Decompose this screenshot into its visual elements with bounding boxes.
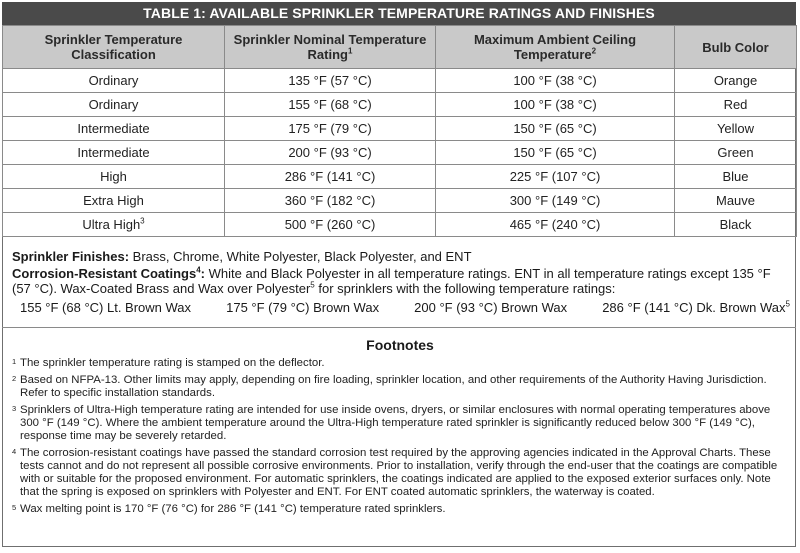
footnote-text: Wax melting point is 170 °F (76 °C) for 286 °F (141 °C) temperature rated sprinklers. (20, 503, 446, 515)
finishes-label: Sprinkler Finishes: (12, 249, 130, 264)
header-nominal-rating (225, 26, 436, 69)
footnote-item (12, 447, 790, 499)
cell-max-ambient (436, 213, 675, 237)
cell-nominal-rating-text: 360 °F (182 °C) (284, 193, 376, 208)
cell-max-ambient-text: 300 °F (149 °C) (509, 193, 601, 208)
footnotes-list (12, 357, 790, 520)
cell-nominal-rating (225, 141, 436, 165)
footnote-text: Based on NFPA-13. Other limits may apply, depending on fire loading, sprinkler location, and other requirements of the Authority Having Jurisdiction. Refer to specific installation standards. (20, 374, 767, 399)
header-bulb-color (675, 26, 797, 69)
cell-bulb-color-text: Green (717, 145, 754, 160)
footnote-number: 2 (12, 374, 17, 383)
table-body (3, 69, 797, 237)
cell-nominal-rating (225, 165, 436, 189)
cell-max-ambient-text: 465 °F (240 °C) (509, 217, 601, 232)
table-row (3, 141, 797, 165)
cell-bulb-color-text: Red (723, 97, 748, 112)
wax-rating-text: 200 °F (93 °C) Brown Wax (414, 300, 568, 315)
footnote-text: The sprinkler temperature rating is stamped on the deflector. (20, 357, 325, 369)
cell-max-ambient-text: 100 °F (38 °C) (513, 97, 597, 112)
cell-max-ambient (436, 69, 675, 93)
cell-classification-text: Intermediate (77, 145, 150, 160)
cell-nominal-rating (225, 117, 436, 141)
footnote-item (12, 374, 790, 400)
cell-bulb-color (675, 165, 797, 189)
footnote-number: 4 (12, 447, 17, 456)
cell-bulb-color-text: Black (719, 217, 752, 232)
cell-classification-text: Ordinary (88, 73, 139, 88)
wax-rating-text: 175 °F (79 °C) Brown Wax (226, 300, 380, 315)
header-nominal-label: Sprinkler Nominal Temperature Rating (233, 32, 427, 62)
cell-classification-text: High (100, 169, 127, 184)
cell-classification (3, 189, 225, 213)
footnote-text: Sprinklers of Ultra-High temperature rating are intended for use inside ovens, dryers, or similar enclosures with normal operating temperatures above 300 °F (149 °C). Where the ambient temperature around the Ultra-High temperature rated sprinkler is significantly reduced below 300 °F (149 °C), response time may be severely retarded. (20, 404, 771, 442)
cell-classification (3, 69, 225, 93)
footnote-text: The corrosion-resistant coatings have passed the standard corrosion test required by the approving agencies indicated in the Approval Charts. These tests cannot and do not represent all possible corrosive environments. Prior to installation, verify through the end-user that the coatings are compatible with or suitable for the proposed environment. For automatic sprinklers, the coatings indicated are applied to the exposed exterior surfaces only. Note that the spring is exposed on sprinklers with Polyester and ENT. For ENT coated automatic sprinklers, the waterway is coated. (20, 447, 778, 498)
cell-max-ambient (436, 93, 675, 117)
cell-bulb-color-text: Orange (713, 73, 758, 88)
cell-classification (3, 117, 225, 141)
cell-max-ambient (436, 141, 675, 165)
header-classification-label: Sprinkler Temperature Classification (44, 32, 183, 62)
cell-nominal-rating (225, 189, 436, 213)
cell-bulb-color (675, 117, 797, 141)
wax-rating-item (414, 300, 567, 315)
table-title: TABLE 1: AVAILABLE SPRINKLER TEMPERATURE RATINGS AND FINISHES (2, 2, 796, 25)
finishes-section (12, 249, 792, 296)
cell-max-ambient-text: 100 °F (38 °C) (513, 73, 597, 88)
header-bulb-label: Bulb Color (702, 39, 769, 55)
footnote-ref-4: 4 (196, 265, 201, 275)
cell-classification-text: Intermediate (77, 121, 150, 136)
coatings-colon: : (200, 266, 205, 281)
cell-bulb-color (675, 141, 797, 165)
table-header-row (3, 26, 797, 69)
cell-max-ambient (436, 189, 675, 213)
cell-nominal-rating-text: 500 °F (260 °C) (284, 217, 376, 232)
cell-classification (3, 165, 225, 189)
cell-nominal-rating-text: 286 °F (141 °C) (284, 169, 376, 184)
cell-bulb-color (675, 93, 797, 117)
footnote-number: 5 (12, 503, 17, 512)
cell-bulb-color (675, 213, 797, 237)
cell-max-ambient-text: 225 °F (107 °C) (509, 169, 601, 184)
cell-classification-text: Ordinary (88, 97, 139, 112)
cell-max-ambient-text: 150 °F (65 °C) (513, 121, 597, 136)
cell-max-ambient (436, 165, 675, 189)
section-divider (2, 327, 796, 328)
cell-max-ambient-text: 150 °F (65 °C) (513, 145, 597, 160)
cell-bulb-color-text: Blue (722, 169, 749, 184)
cell-classification (3, 141, 225, 165)
footnote-ref-5: 5 (310, 280, 315, 290)
table-row (3, 117, 797, 141)
footnote-item (12, 503, 790, 516)
temperature-ratings-table (2, 25, 797, 237)
cell-max-ambient (436, 117, 675, 141)
coatings-text-1: White and Black Polyester in all temperature ratings. ENT in all temperature ratings except 135 °F (57 °C). Wax-Coated Brass and Wax over Polyester (12, 266, 771, 296)
cell-bulb-color (675, 189, 797, 213)
footnote-number: 3 (12, 404, 17, 413)
wax-rating-item (226, 300, 379, 315)
cell-classification-text: Extra High (83, 193, 144, 208)
coatings-text-2: for sprinklers with the following temperature ratings: (314, 281, 616, 296)
table-row (3, 165, 797, 189)
footnote-item (12, 404, 790, 443)
cell-bulb-color (675, 69, 797, 93)
wax-rating-item (20, 300, 191, 315)
cell-bulb-color-text: Yellow (716, 121, 755, 136)
footnote-ref-2: 2 (591, 46, 597, 56)
cell-classification-text: Ultra High (82, 217, 141, 232)
header-classification (3, 26, 225, 69)
footnotes-title: Footnotes (366, 337, 434, 353)
cell-nominal-rating-text: 175 °F (79 °C) (288, 121, 372, 136)
table-row (3, 69, 797, 93)
coatings-paragraph (12, 266, 792, 296)
table-row (3, 213, 797, 237)
footnote-number: 1 (12, 357, 17, 366)
footnote-ref-5: 5 (785, 299, 790, 309)
finishes-text: Brass, Chrome, White Polyester, Black Polyester, and ENT (129, 249, 472, 264)
sprinkler-finishes-line (12, 249, 792, 264)
cell-nominal-rating (225, 69, 436, 93)
cell-bulb-color-text: Mauve (715, 193, 756, 208)
footnote-ref-3: 3 (140, 216, 145, 226)
cell-nominal-rating (225, 93, 436, 117)
cell-nominal-rating (225, 213, 436, 237)
footnote-ref-1: 1 (348, 46, 353, 56)
cell-classification (3, 93, 225, 117)
cell-nominal-rating-text: 200 °F (93 °C) (288, 145, 372, 160)
header-max-ambient (436, 26, 675, 69)
table-row (3, 189, 797, 213)
table-row (3, 93, 797, 117)
cell-nominal-rating-text: 155 °F (68 °C) (288, 97, 372, 112)
cell-classification (3, 213, 225, 237)
footnote-item (12, 357, 790, 370)
header-ambient-label: Maximum Ambient Ceiling Temperature (473, 32, 637, 62)
wax-rating-text: 155 °F (68 °C) Lt. Brown Wax (20, 300, 192, 315)
coatings-label: Corrosion-Resistant Coatings (12, 266, 197, 281)
wax-ratings-row (20, 300, 790, 315)
wax-rating-text: 286 °F (141 °C) Dk. Brown Wax (602, 300, 786, 315)
cell-nominal-rating-text: 135 °F (57 °C) (288, 73, 372, 88)
wax-rating-item (602, 300, 790, 315)
